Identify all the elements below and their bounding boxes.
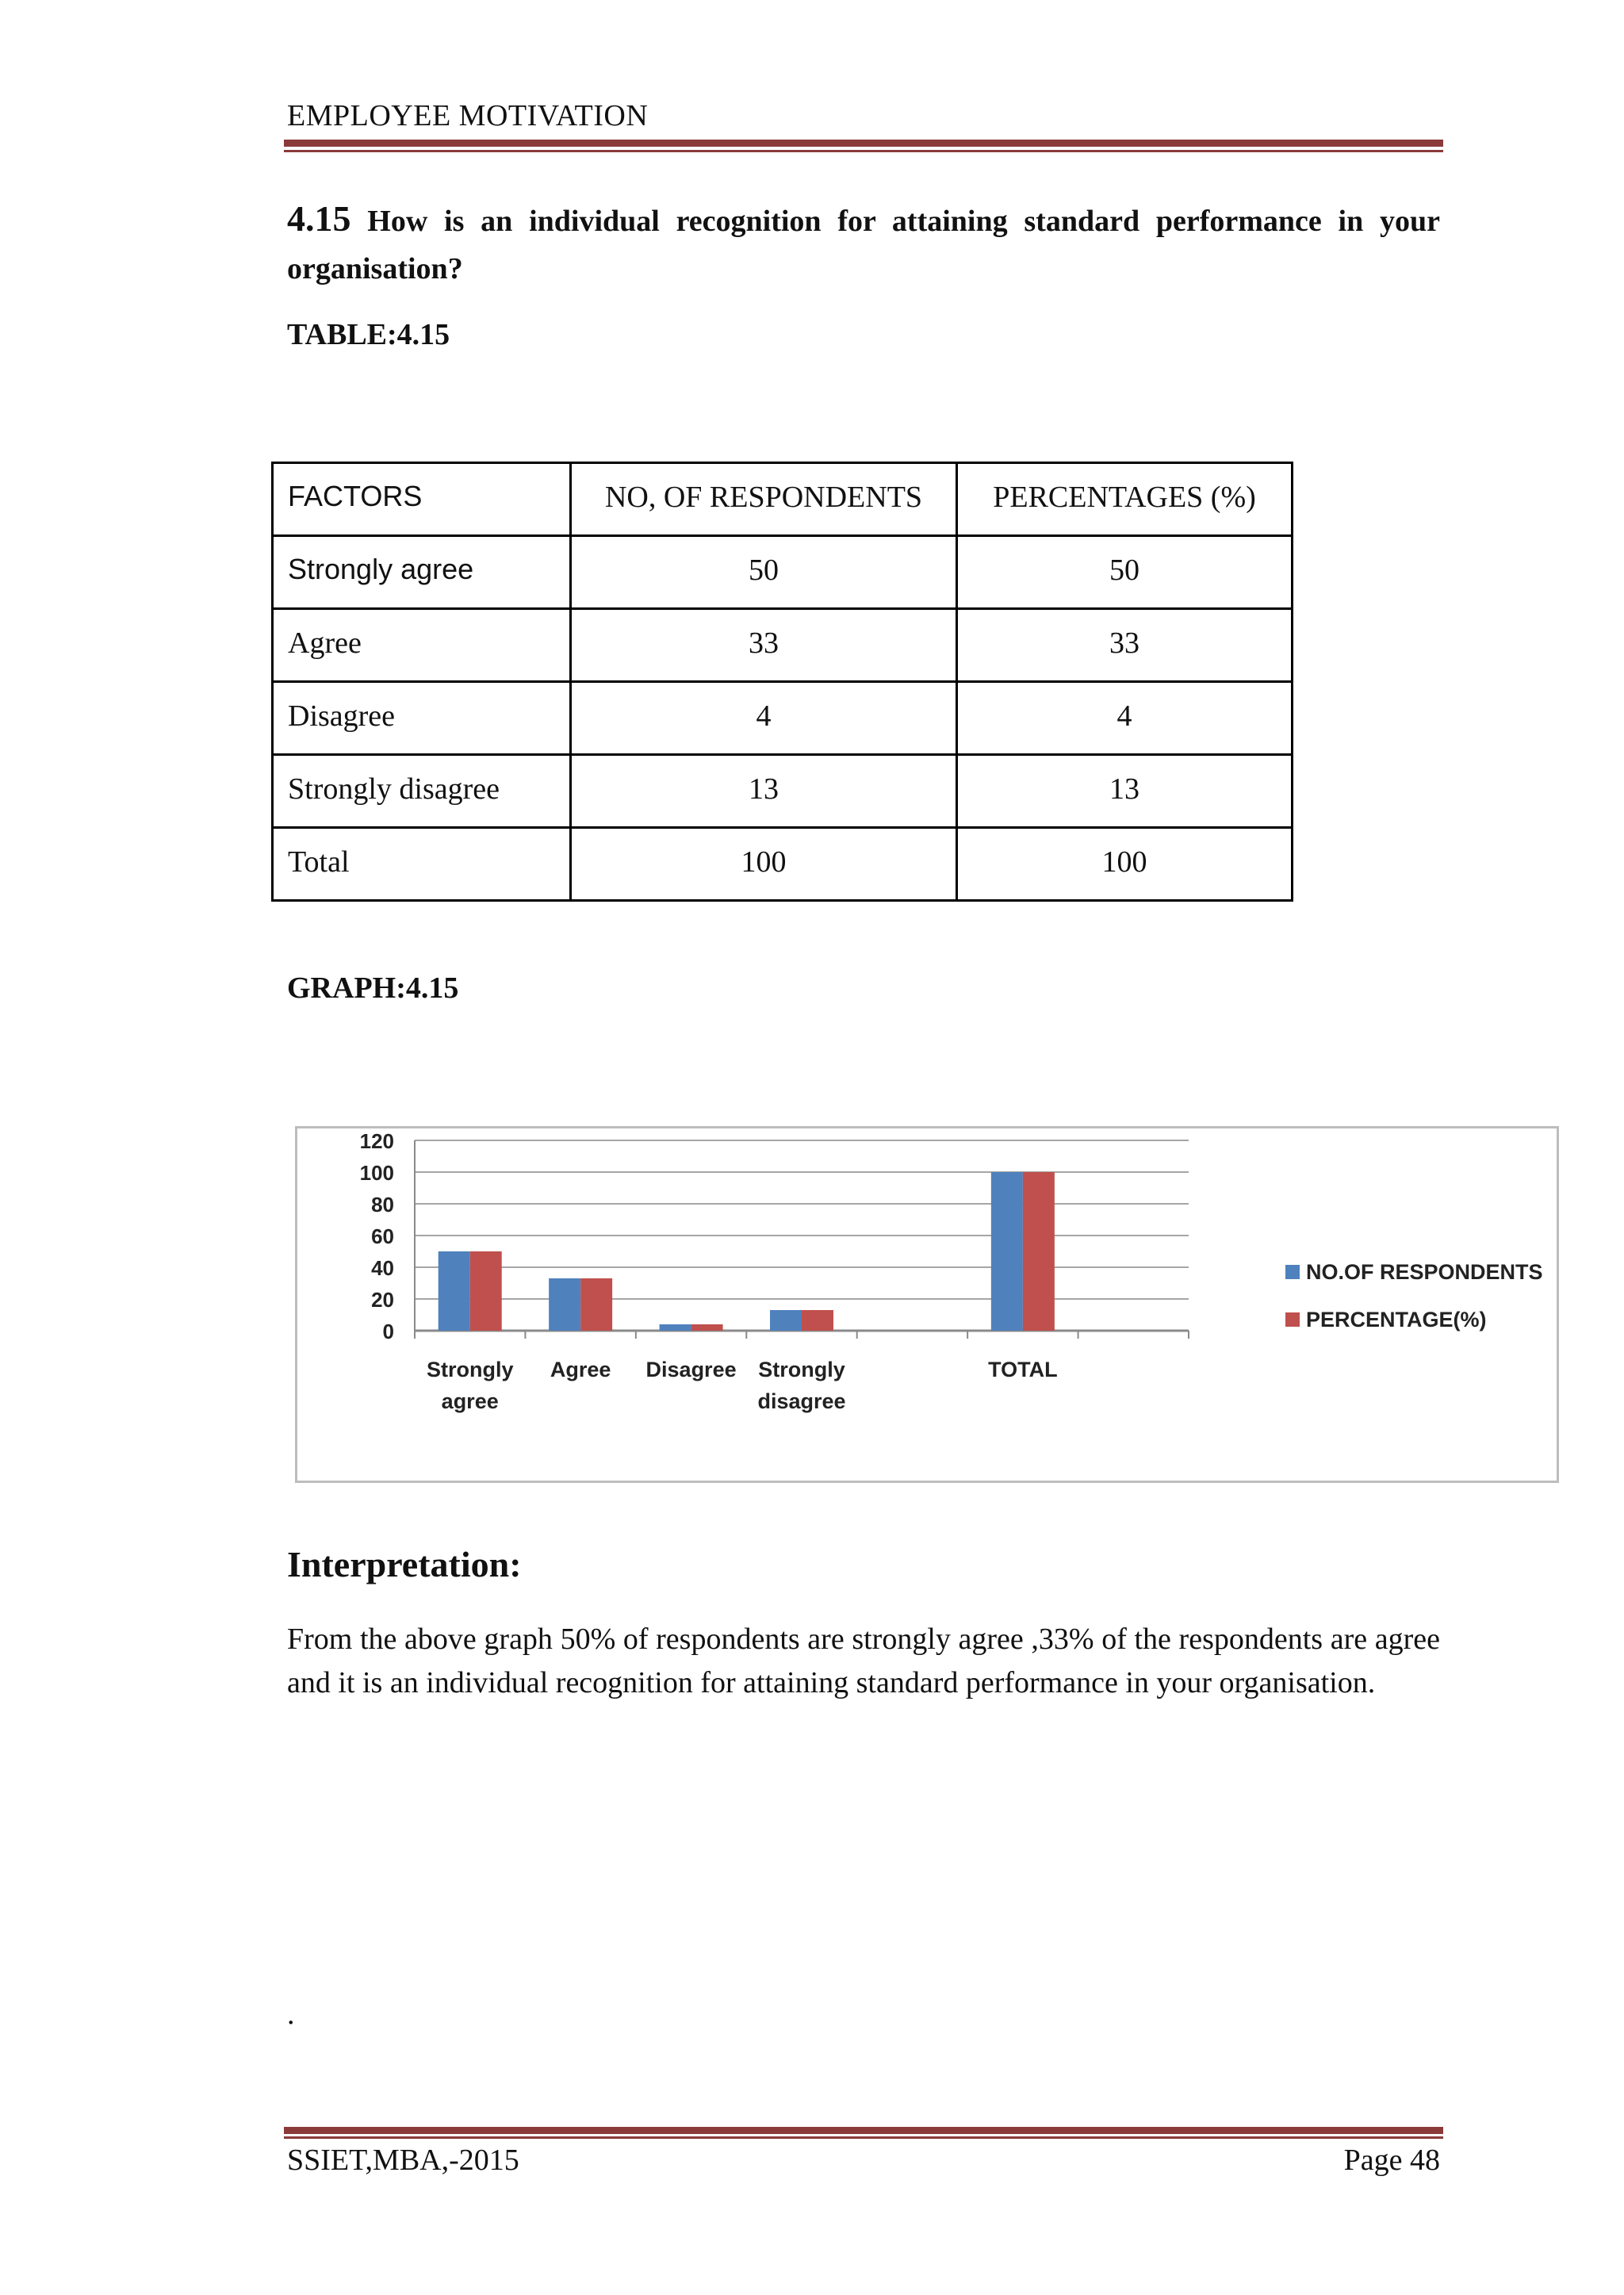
footer-rule-thin bbox=[284, 2136, 1443, 2139]
y-tick-label: 120 bbox=[359, 1129, 394, 1153]
y-tick-label: 80 bbox=[371, 1193, 394, 1216]
x-category-label: TOTAL bbox=[988, 1358, 1058, 1381]
header-rule-thick bbox=[284, 140, 1443, 147]
percentage-cell: 50 bbox=[957, 536, 1293, 609]
graph-caption: GRAPH:4.15 bbox=[287, 971, 459, 1005]
interpretation-title: Interpretation: bbox=[287, 1544, 522, 1584]
interpretation-text: From the above graph 50% of respondents are strongly agree ,33% of the respondents are agree and it is an individual recognition for attaining standard performance in your organisation. bbox=[287, 1623, 1440, 1699]
bar-percentage bbox=[580, 1278, 612, 1331]
bar-percentage bbox=[1023, 1172, 1055, 1331]
table-row bbox=[273, 682, 1293, 755]
factor-cell: Disagree bbox=[273, 682, 571, 755]
bar-respondents bbox=[770, 1310, 802, 1331]
y-tick-label: 0 bbox=[382, 1320, 394, 1343]
bar-respondents bbox=[549, 1278, 580, 1331]
trailing-mark: . bbox=[287, 1998, 295, 2031]
respondents-cell: 4 bbox=[571, 682, 957, 755]
table-row bbox=[273, 755, 1293, 828]
y-tick-label: 60 bbox=[371, 1224, 394, 1248]
question-number: 4.15 bbox=[287, 198, 351, 239]
percentage-cell: 13 bbox=[957, 755, 1293, 828]
chart-frame bbox=[295, 1126, 1559, 1483]
question-text: How is an individual recognition for attaining standard performance in your organisation? bbox=[287, 205, 1441, 285]
responses-table bbox=[271, 462, 1293, 902]
header-respondents: NO, OF RESPONDENTS bbox=[571, 463, 957, 536]
y-tick-label: 100 bbox=[359, 1161, 394, 1185]
legend-swatch bbox=[1285, 1312, 1300, 1327]
percentage-cell: 100 bbox=[957, 828, 1293, 901]
bar-respondents bbox=[991, 1172, 1023, 1331]
bar-percentage bbox=[470, 1251, 502, 1331]
x-category-label: Agree bbox=[550, 1358, 611, 1381]
legend-label: PERCENTAGE(%) bbox=[1306, 1308, 1487, 1331]
table-header-row bbox=[273, 463, 1293, 536]
table-caption: TABLE:4.15 bbox=[287, 318, 450, 351]
header-factors: FACTORS bbox=[273, 463, 571, 536]
factor-cell: Strongly disagree bbox=[273, 755, 571, 828]
percentage-cell: 33 bbox=[957, 609, 1293, 682]
respondents-cell: 100 bbox=[571, 828, 957, 901]
question bbox=[287, 195, 1440, 293]
bar-percentage bbox=[802, 1310, 833, 1331]
running-header: EMPLOYEE MOTIVATION bbox=[287, 99, 649, 132]
legend-swatch bbox=[1285, 1265, 1300, 1279]
percentage-cell: 4 bbox=[957, 682, 1293, 755]
header-rule-thin bbox=[284, 150, 1443, 152]
bar-respondents bbox=[660, 1324, 691, 1331]
page-number: Page 48 bbox=[1343, 2144, 1440, 2177]
table-row bbox=[273, 609, 1293, 682]
header-percentages: PERCENTAGES (%) bbox=[957, 463, 1293, 536]
factor-cell: Agree bbox=[273, 609, 571, 682]
footer-rule-thick bbox=[284, 2127, 1443, 2134]
bar-respondents bbox=[439, 1251, 470, 1331]
footer-institution: SSIET,MBA,-2015 bbox=[287, 2144, 519, 2177]
y-tick-label: 40 bbox=[371, 1256, 394, 1280]
factor-cell: Strongly agree bbox=[273, 536, 571, 609]
bar-percentage bbox=[691, 1324, 723, 1331]
x-category-label: agree bbox=[441, 1389, 499, 1413]
bar-chart bbox=[297, 1128, 1557, 1481]
factor-cell: Total bbox=[273, 828, 571, 901]
table-row bbox=[273, 536, 1293, 609]
x-category-label: Strongly bbox=[426, 1358, 514, 1381]
table-row bbox=[273, 828, 1293, 901]
legend-label: NO.OF RESPONDENTS bbox=[1306, 1260, 1543, 1284]
respondents-cell: 13 bbox=[571, 755, 957, 828]
y-tick-label: 20 bbox=[371, 1288, 394, 1312]
x-category-label: disagree bbox=[757, 1389, 846, 1413]
x-category-label: Disagree bbox=[645, 1358, 737, 1381]
x-category-label: Strongly bbox=[758, 1358, 845, 1381]
respondents-cell: 33 bbox=[571, 609, 957, 682]
respondents-cell: 50 bbox=[571, 536, 957, 609]
